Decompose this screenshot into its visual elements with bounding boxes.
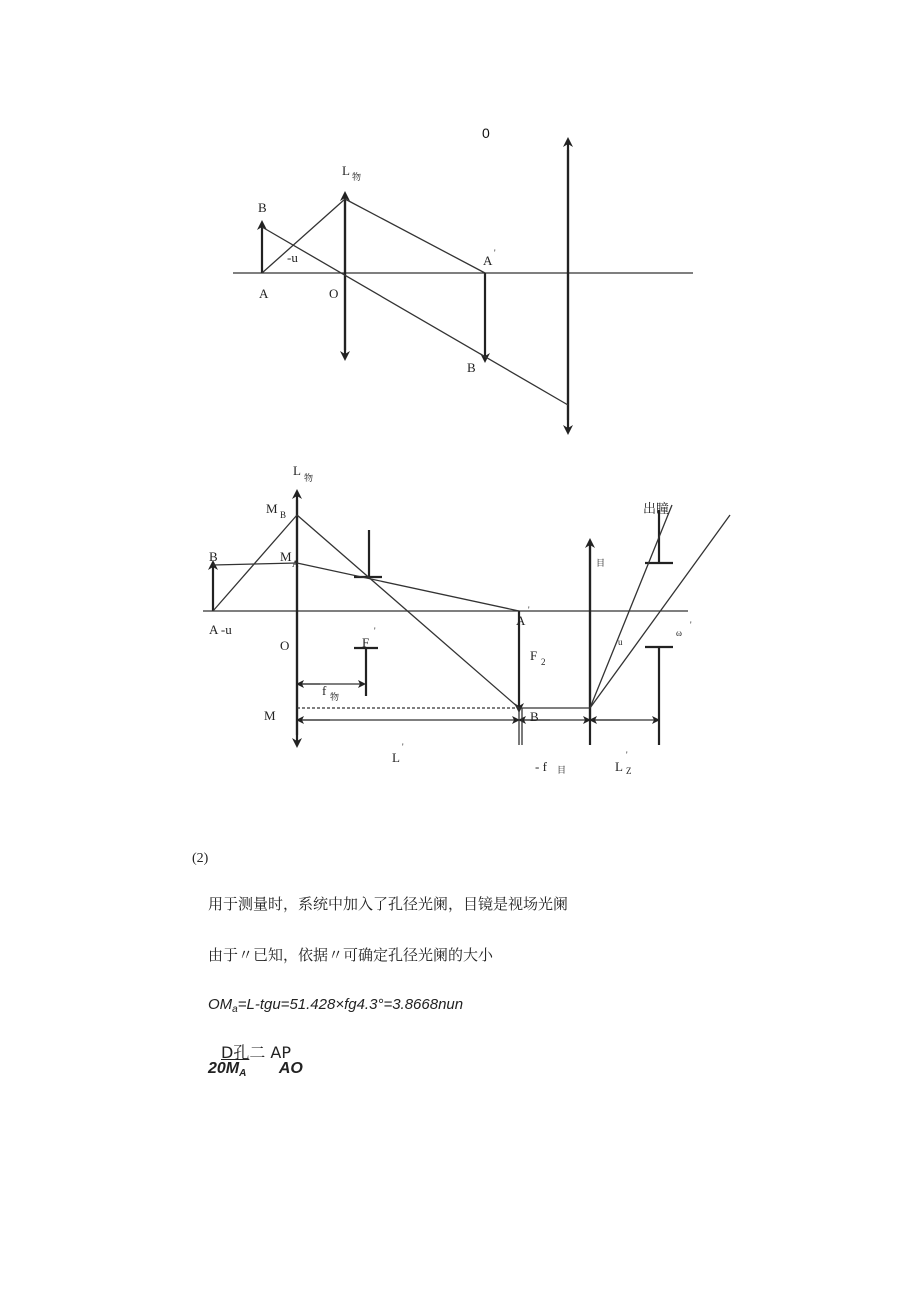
label-A2: A: [516, 613, 526, 628]
fraction-top-rest: 二 AP: [249, 1043, 292, 1062]
label-L-2: L: [293, 463, 301, 478]
label-Lz-sub: Z: [626, 766, 632, 776]
label-MA-sub: A: [292, 559, 299, 569]
formula-OM-main: OM: [208, 996, 233, 1013]
fraction-bottom-20M: 20M: [208, 1060, 240, 1077]
label-A-u: A -u: [209, 622, 232, 637]
section-number: (2): [192, 851, 209, 866]
label-L-prime: L: [392, 750, 400, 765]
label-f-obj: f: [322, 683, 327, 698]
formula-OM-sub: a: [232, 1004, 238, 1015]
formula-OM: [208, 996, 463, 1015]
label-eyepiece: 目: [596, 558, 606, 568]
label-L-objective-sub: 物: [352, 172, 362, 182]
label-minus-u: -u: [287, 250, 298, 265]
label-L-2-sub: 物: [304, 473, 314, 483]
label-Lz: L: [615, 759, 623, 774]
label-F2: F: [530, 648, 538, 663]
label-MA: M: [280, 549, 292, 564]
label-F2-sub: 2: [541, 657, 546, 667]
label-MB-sub: B: [280, 510, 287, 520]
ray-MA-to-A2: [297, 563, 519, 611]
label-A-image-prime: ': [494, 248, 496, 258]
label-B-obj-2: B: [209, 549, 218, 564]
formula-OM-rest: =L-tgu=51.428×fg4.3°=3.8668nun: [237, 996, 464, 1013]
label-omega-prime: ': [690, 620, 692, 630]
label-B-image: B: [467, 360, 476, 375]
label-MB: M: [266, 501, 278, 516]
label-Lz-prime: ': [626, 750, 628, 760]
label-A-object: A: [259, 286, 269, 301]
text-line-2: 由于〃已知，依据〃可确定孔径光阑的大小: [208, 946, 494, 964]
label-F-prime-mark: ': [374, 626, 376, 636]
label-f-eye: - f: [535, 759, 547, 774]
text-line-1: 用于测量时，系统中加入了孔径光阑，目镜是视场光阑: [208, 895, 569, 913]
label-M: M: [264, 708, 276, 723]
fraction-bottom-AO: AO: [278, 1060, 303, 1077]
fraction-bottom: [208, 1060, 303, 1079]
label-omega: ω: [676, 628, 682, 638]
label-A2-prime: ': [528, 605, 530, 615]
fraction-bottom-sub: A: [239, 1068, 247, 1079]
label-L-objective: L: [342, 163, 350, 178]
label-O: O: [329, 286, 339, 301]
label-f-obj-sub: 物: [330, 692, 340, 702]
label-O-2: O: [280, 638, 290, 653]
label-F-prime: F: [362, 635, 370, 650]
label-exit-pupil: 出瞳: [643, 501, 670, 516]
label-B-object: B: [258, 200, 267, 215]
label-u-angle: u: [618, 637, 623, 647]
label-f-eye-sub: 目: [557, 765, 567, 775]
fraction-top-D: D孔: [221, 1043, 250, 1062]
label-B2: B: [530, 709, 539, 724]
label-zero: 0: [482, 125, 490, 141]
label-A-image: A: [483, 253, 493, 268]
label-L-prime-mark: ': [402, 742, 404, 752]
